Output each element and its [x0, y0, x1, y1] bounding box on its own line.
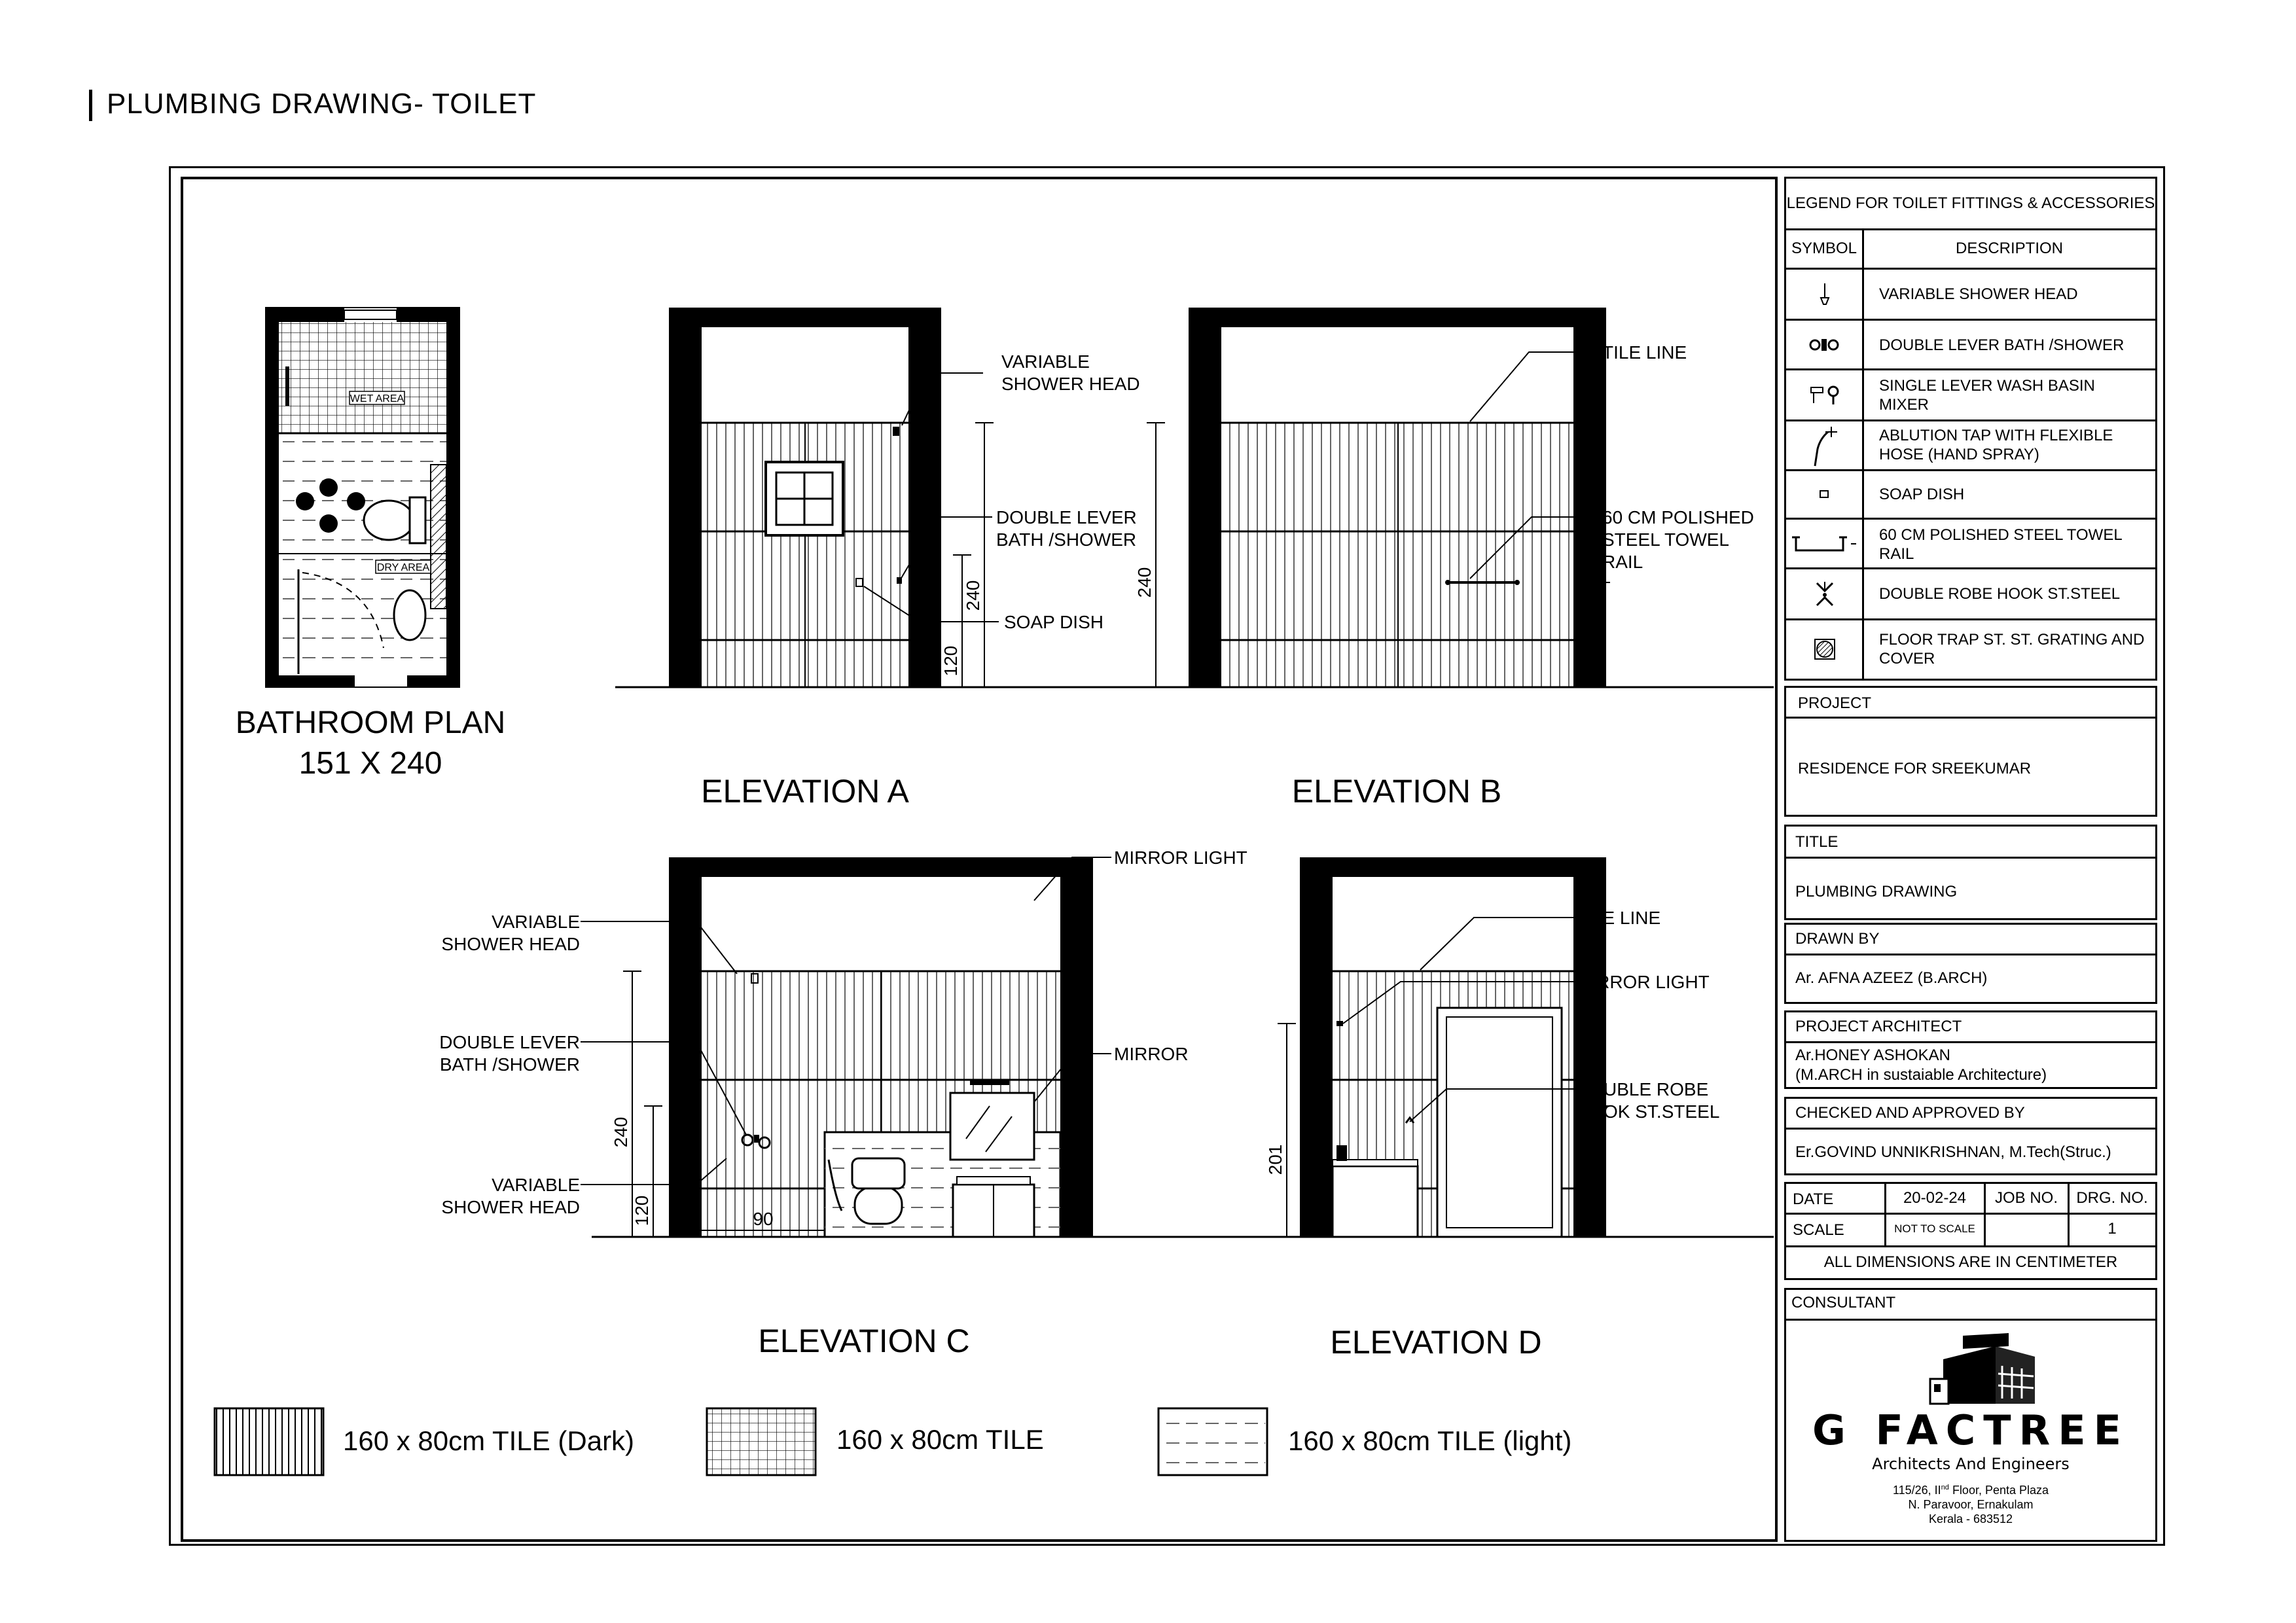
elevation-b [1134, 308, 1754, 810]
elev-a-label-shower-2: SHOWER HEAD [1001, 374, 1140, 394]
drawn-by-divider [1786, 954, 2155, 955]
checked-value: Er.GOVIND UNNIKRISHNAN, M.Tech(Struc.) [1795, 1143, 2111, 1161]
consultant-address-2: N. Paravoor, Ernakulam [1908, 1498, 2034, 1511]
title-divider [1786, 857, 2155, 859]
legend-item-6: 60 CM POLISHED STEEL TOWEL RAIL [1879, 526, 2122, 563]
elev-c-label-lever-2: BATH /SHOWER [439, 1054, 580, 1075]
consultant-address-3: Kerala - 683512 [1928, 1512, 2013, 1525]
architect-value-2: (M.ARCH in sustaiable Architecture) [1795, 1066, 2047, 1084]
elev-a-dim-240: 240 [963, 580, 983, 611]
legend-item-1: VARIABLE SHOWER HEAD [1879, 285, 2078, 303]
architect-box [1784, 1010, 2157, 1089]
project-divider [1786, 717, 2155, 719]
elevation-a [669, 308, 1140, 810]
legend-col-symbol: SYMBOL [1791, 240, 1857, 257]
elev-b-dim-240: 240 [1134, 567, 1155, 598]
consultant-divider [1786, 1319, 2155, 1321]
drawn-by-label: DRAWN BY [1795, 930, 1880, 948]
plan-size: 151 X 240 [298, 746, 442, 781]
elev-c-label-shower-1: VARIABLE [492, 912, 580, 932]
building-logo-icon [1917, 1333, 2048, 1405]
architect-label: PROJECT ARCHITECT [1795, 1018, 1962, 1035]
tile-legend-light: 160 x 80cm TILE (light) [1288, 1425, 1572, 1456]
elev-d-dim-201: 201 [1265, 1144, 1285, 1175]
robe-hook-icon [1789, 569, 1861, 618]
tile-legend-dark: 160 x 80cm TILE (Dark) [343, 1425, 635, 1456]
elev-c-dim-90: 90 [753, 1209, 774, 1229]
elev-b-label-rail-1: 60 CM POLISHED [1602, 507, 1754, 527]
dimensions-note: ALL DIMENSIONS ARE IN CENTIMETER [1823, 1253, 2118, 1271]
ablution-tap-icon [1789, 421, 1861, 471]
tile-legend [215, 1408, 1571, 1475]
elev-c-dim-240: 240 [611, 1116, 631, 1148]
elev-a-label-soap: SOAP DISH [1004, 612, 1103, 632]
elev-c-label-hand-2: SHOWER HEAD [441, 1197, 580, 1217]
elev-a-dim-120: 120 [941, 645, 961, 677]
tile-grid-swatch [707, 1408, 816, 1475]
drg-label: DRG. NO. [2076, 1189, 2148, 1207]
soap-dish-icon [1789, 471, 1861, 519]
legend-item-5: SOAP DISH [1879, 486, 1965, 503]
project-box [1784, 686, 2157, 817]
elevation-a-title: ELEVATION A [701, 773, 909, 810]
elev-c-label-mirror: MIRROR [1114, 1044, 1189, 1064]
elev-a-label-shower-1: VARIABLE [1001, 351, 1090, 372]
consultant-address-1: 115/26, IInd Floor, Penta Plaza [1892, 1484, 2049, 1497]
drawing-canvas [181, 177, 1778, 1542]
checked-divider [1786, 1128, 2155, 1130]
consultant-box [1784, 1288, 2157, 1542]
elev-d-label-mirror-light: MIRROR LIGHT [1576, 972, 1710, 992]
consultant-tagline: Architects And Engineers [1872, 1455, 2070, 1473]
legend-col-description: DESCRIPTION [1955, 240, 2063, 257]
project-value: RESIDENCE FOR SREEKUMAR [1798, 760, 2032, 777]
elev-c-label-shower-2: SHOWER HEAD [441, 934, 580, 954]
elev-c-label-lever-1: DOUBLE LEVER [439, 1032, 580, 1052]
consultant-label: CONSULTANT [1791, 1294, 1896, 1311]
elev-c-dim-120: 120 [632, 1195, 652, 1226]
page-title-text: PLUMBING DRAWING- TOILET [107, 88, 537, 120]
title-value: PLUMBING DRAWING [1795, 883, 1958, 901]
towel-rail-icon [1789, 519, 1861, 569]
page-title [89, 88, 536, 121]
legend-item-2: DOUBLE LEVER BATH /SHOWER [1879, 336, 2125, 354]
elev-d-label-tile: TILE LINE [1576, 908, 1661, 928]
double-lever-mixer-icon [1789, 320, 1861, 370]
elev-b-label-rail-2: STEEL TOWEL [1602, 529, 1729, 550]
project-label: PROJECT [1798, 694, 1872, 712]
plan-title: BATHROOM PLAN [235, 705, 506, 740]
floor-trap-icon [1789, 620, 1861, 679]
elev-d-dim-120: 120 [1579, 1195, 1600, 1226]
checked-label: CHECKED AND APPROVED BY [1795, 1104, 2025, 1122]
elevation-c-title: ELEVATION C [758, 1323, 970, 1359]
elev-d-label-hook-2: HOOK ST.STEEL [1576, 1101, 1720, 1122]
title-bar-icon [89, 90, 92, 121]
elev-b-dim-121: 121 [1579, 645, 1600, 677]
elevation-d [1265, 857, 1719, 1361]
legend-table [1784, 177, 2157, 681]
date-value: 20-02-24 [1903, 1189, 1967, 1207]
title-label: TITLE [1795, 833, 1839, 851]
consultant-name: G FACTREE [1812, 1406, 2129, 1454]
tile-legend-grid: 160 x 80cm TILE [836, 1424, 1044, 1455]
elev-a-label-lever-2: BATH /SHOWER [996, 529, 1137, 550]
elevation-d-title: ELEVATION D [1330, 1324, 1542, 1361]
architect-divider [1786, 1041, 2155, 1043]
shower-head-icon [1789, 269, 1861, 319]
legend-item-8: FLOOR TRAP ST. ST. GRATING AND COVER [1879, 631, 2145, 668]
elev-c-label-hand-1: VARIABLE [492, 1175, 580, 1195]
tile-dark-swatch [215, 1408, 323, 1475]
elev-d-label-hook-1: DOUBLE ROBE [1576, 1079, 1709, 1099]
bathroom-plan [236, 308, 506, 781]
legend-item-3: SINGLE LEVER WASH BASIN MIXER [1879, 377, 2095, 414]
elev-a-label-lever-1: DOUBLE LEVER [996, 507, 1137, 527]
wet-area-label: WET AREA [350, 393, 404, 404]
job-label: JOB NO. [1994, 1189, 2058, 1207]
elev-b-label-rail-3: RAIL [1602, 552, 1643, 572]
elevation-b-title: ELEVATION B [1291, 773, 1502, 810]
elev-b-label-tile: TILE LINE [1602, 342, 1687, 363]
scale-label: SCALE [1793, 1221, 1844, 1239]
date-scale-box [1784, 1182, 2157, 1280]
architect-value-1: Ar.HONEY ASHOKAN [1795, 1046, 1950, 1064]
checked-box [1784, 1097, 2157, 1175]
drawn-by-value: Ar. AFNA AZEEZ (B.ARCH) [1795, 969, 1988, 987]
elevation-c [439, 847, 1247, 1359]
date-label: DATE [1793, 1190, 1834, 1208]
basin-mixer-icon [1789, 370, 1861, 419]
drg-value: 1 [2108, 1220, 2117, 1238]
legend-item-7: DOUBLE ROBE HOOK ST.STEEL [1879, 585, 2121, 603]
scale-value: NOT TO SCALE [1894, 1222, 1975, 1235]
elev-c-label-mirror-light: MIRROR LIGHT [1114, 847, 1247, 868]
title-box [1784, 825, 2157, 920]
legend-divider [1862, 230, 1864, 679]
legend-title: LEGEND FOR TOILET FITTINGS & ACCESSORIES [1786, 194, 2155, 212]
drawn-by-box [1784, 923, 2157, 1004]
dry-area-label: DRY AREA [376, 562, 430, 573]
job-value [1985, 1214, 2068, 1244]
legend-item-4: ABLUTION TAP WITH FLEXIBLE HOSE (HAND SPRAY) [1879, 427, 2113, 463]
